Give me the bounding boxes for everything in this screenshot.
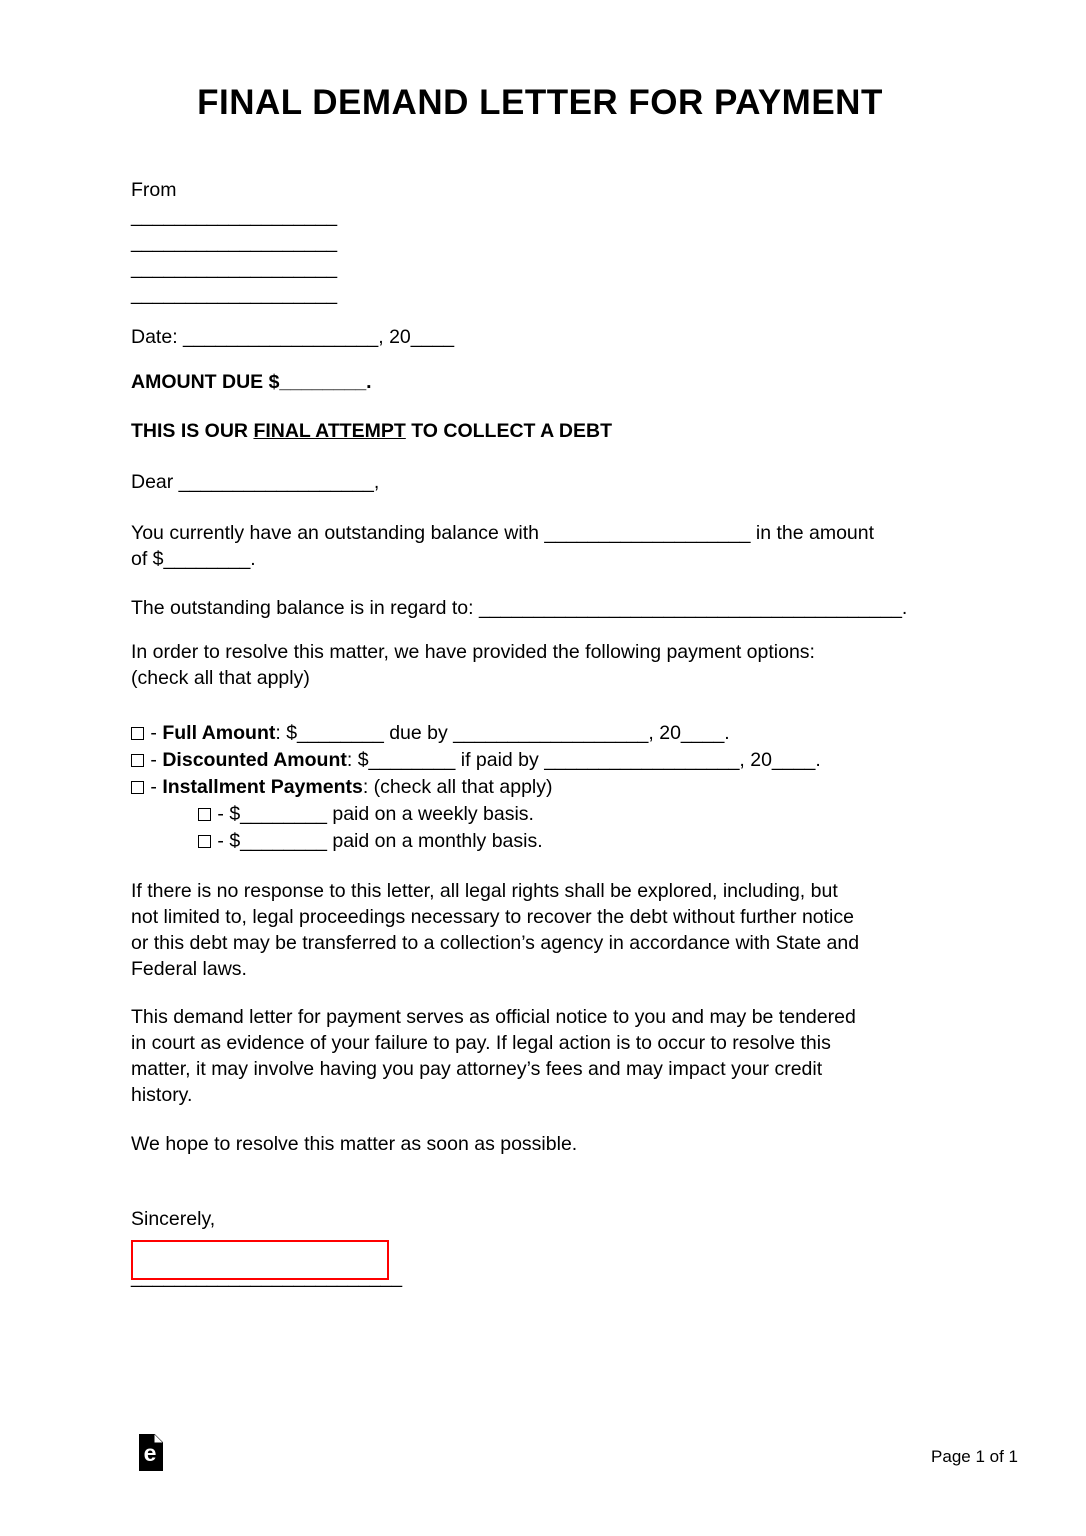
paragraph-balance: You currently have an outstanding balance with ___________________ in the amount of $________. [131, 522, 875, 570]
option-weekly-basis [131, 801, 949, 828]
final-attempt-pre: THIS IS OUR [131, 420, 254, 442]
option-discounted-rest: : $________ if paid by __________________, 20____. [346, 749, 821, 771]
option-discounted-amount [131, 747, 949, 774]
checkbox-discounted-amount[interactable] [131, 754, 144, 767]
paragraph-hope: We hope to resolve this matter as soon as possible. [131, 1133, 578, 1155]
checkbox-full-amount[interactable] [131, 727, 144, 740]
option-monthly-basis [131, 828, 949, 855]
from-blank-lines: ___________________ ___________________ ___________________ ___________________ [131, 205, 338, 305]
final-attempt-underlined: FINAL ATTEMPT [253, 420, 406, 442]
signature-field-box[interactable] [131, 1240, 389, 1280]
from-label: From [131, 179, 177, 201]
option-installment-label: Installment Payments [162, 776, 363, 798]
option-discounted-label: Discounted Amount [162, 749, 347, 771]
option-dash: - [145, 722, 163, 744]
checkbox-weekly-basis[interactable] [198, 808, 211, 821]
option-dash: - [145, 776, 163, 798]
checkbox-monthly-basis[interactable] [198, 835, 211, 848]
page-number-label: Page 1 of 1 [931, 1447, 1018, 1466]
paragraph-options-intro: In order to resolve this matter, we have provided the following payment options: (check all that apply) [131, 641, 815, 689]
paragraph-official-notice: This demand letter for payment serves as official notice to you and may be tendered in court as evidence of your failure to pay. If legal action is to occur to resolve this matter, it may involve having you pay attorney’s fees and may impact your credit history. [131, 1006, 856, 1106]
option-installment-payments [131, 774, 949, 801]
option-full-amount [131, 720, 949, 747]
letter-content [131, 0, 949, 1290]
page-title: FINAL DEMAND LETTER FOR PAYMENT [197, 83, 883, 122]
option-dash: - [145, 749, 163, 771]
salutation-line: Dear __________________, [131, 471, 380, 493]
payment-options-list [131, 720, 949, 855]
signature-row [131, 1264, 949, 1290]
eforms-document-icon [139, 1434, 163, 1471]
amount-due-line: AMOUNT DUE $________. [131, 371, 372, 393]
date-field-line: Date: __________________, 20____ [131, 326, 455, 348]
checkbox-installment-payments[interactable] [131, 781, 144, 794]
final-attempt-heading [131, 418, 949, 444]
final-attempt-post: TO COLLECT A DEBT [405, 420, 613, 442]
option-installment-rest: : (check all that apply) [362, 776, 553, 798]
paragraph-regard: The outstanding balance is in regard to: _______________________________________. [131, 597, 908, 619]
option-monthly-text: - $________ paid on a monthly basis. [212, 830, 543, 852]
option-weekly-text: - $________ paid on a weekly basis. [212, 803, 534, 825]
svg-text:e: e [143, 1440, 157, 1466]
option-full-amount-label: Full Amount [162, 722, 276, 744]
paragraph-no-response: If there is no response to this letter, all legal rights shall be explored, including, but not limited to, legal proceedings necessary to recover the debt without further notice or this debt may be transferred to a collection’s agency in accordance with State and Federal laws. [131, 880, 860, 980]
option-full-amount-rest: : $________ due by __________________, 20____. [275, 722, 730, 744]
closing-label: Sincerely, [131, 1208, 216, 1230]
signature-blank-line: _________________________ [131, 1266, 403, 1288]
